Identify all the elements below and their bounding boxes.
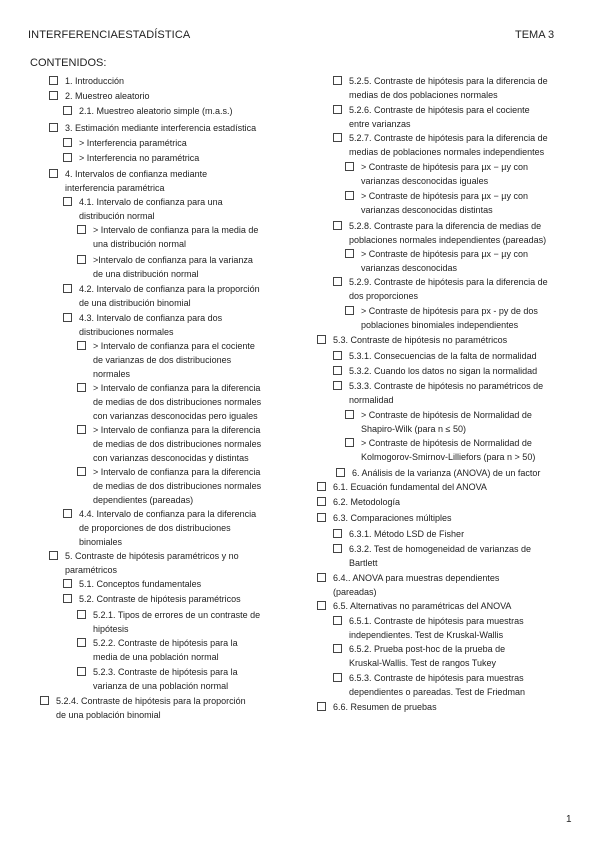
checkbox[interactable] <box>63 138 72 147</box>
toc-item-text: 6.3.1. Método LSD de Fisher <box>349 529 465 539</box>
toc-item-text: poblaciones binomiales independientes <box>361 320 519 331</box>
toc-item-text: > Interferencia no paramétrica <box>79 153 200 163</box>
toc-item <box>77 665 300 693</box>
checkbox[interactable] <box>63 106 72 115</box>
toc-item-text: de proporciones de dos distribuciones <box>79 523 231 534</box>
toc-item-text: varianzas desconocidas distintas <box>361 205 493 216</box>
checkbox[interactable] <box>77 467 86 476</box>
checkbox[interactable] <box>345 162 354 171</box>
checkbox[interactable] <box>63 284 72 293</box>
toc-item <box>77 465 300 508</box>
toc-item-text: 4.4. Intervalo de confianza para la diferencia <box>79 509 257 519</box>
toc-item <box>63 151 300 165</box>
toc-item-text: 5.2.9. Contraste de hipótesis para la diferencia de <box>349 277 548 287</box>
toc-item-text: 5.2.6. Contraste de hipótesis para el cociente <box>349 105 530 115</box>
toc-item <box>63 507 300 550</box>
toc-item <box>333 379 590 407</box>
contents-heading: CONTENIDOS: <box>30 57 107 69</box>
checkbox[interactable] <box>317 482 326 491</box>
toc-item-text: > Interferencia paramétrica <box>79 138 187 148</box>
toc-item-text: 6.3. Comparaciones múltiples <box>333 513 452 523</box>
toc-item <box>77 423 300 466</box>
toc-item-text: poblaciones normales independientes (pareadas) <box>349 235 547 246</box>
page-number: 1 <box>566 814 572 825</box>
toc-item-text: > Contraste de hipótesis para µx − µy con <box>361 191 528 201</box>
toc-item <box>40 694 300 722</box>
checkbox[interactable] <box>333 616 342 625</box>
toc-item <box>345 436 590 464</box>
toc-item <box>317 333 590 347</box>
toc-item-text: (pareadas) <box>333 587 377 598</box>
toc-item <box>333 275 590 303</box>
checkbox[interactable] <box>333 351 342 360</box>
toc-item-text: una distribución normal <box>93 239 187 250</box>
checkbox[interactable] <box>317 513 326 522</box>
checkbox[interactable] <box>333 133 342 142</box>
toc-item <box>345 247 590 275</box>
toc-item-text: medias de poblaciones normales independientes <box>349 147 545 158</box>
toc-item-text: > Contraste de hipótesis de Normalidad de <box>361 410 532 420</box>
toc-item <box>49 167 300 195</box>
toc-item-text: de una población binomial <box>56 710 161 721</box>
toc-item <box>63 282 300 310</box>
toc-item-text: 6.5.1. Contraste de hipótesis para muestras <box>349 616 524 626</box>
toc-item-text: varianzas desconocidas iguales <box>361 176 489 187</box>
toc-item-text: 4.1. Intervalo de confianza para una <box>79 197 223 207</box>
toc-item-text: 5.2.7. Contraste de hipótesis para la diferencia de <box>349 133 548 143</box>
toc-item <box>63 136 300 150</box>
checkbox[interactable] <box>49 123 58 132</box>
toc-item-text: 2. Muestreo aleatorio <box>65 91 150 101</box>
checkbox[interactable] <box>77 383 86 392</box>
toc-item-text: 5.2. Contraste de hipótesis paramétricos <box>79 594 241 604</box>
toc-item-text: 1. Introducción <box>65 76 125 86</box>
toc-item <box>333 74 590 102</box>
toc-item-text: dependientes o pareadas. Test de Friedman <box>349 687 525 698</box>
checkbox[interactable] <box>333 544 342 553</box>
toc-item-text: binomiales <box>79 537 123 548</box>
toc-item-text: 6.5.2. Prueba post-hoc de la prueba de <box>349 644 506 654</box>
checkbox[interactable] <box>40 696 49 705</box>
toc-item <box>77 636 300 664</box>
toc-item <box>49 121 300 135</box>
toc-item-text: 5. Contraste de hipótesis paramétricos y no <box>65 551 239 561</box>
checkbox[interactable] <box>317 702 326 711</box>
checkbox[interactable] <box>345 306 354 315</box>
toc-item <box>63 104 300 118</box>
toc-item-text: 2.1. Muestreo aleatorio simple (m.a.s.) <box>79 106 233 116</box>
toc-item-text: hipótesis <box>93 624 129 635</box>
checkbox[interactable] <box>63 197 72 206</box>
toc-item-text: de una distribución normal <box>93 269 199 280</box>
toc-item-text: medias de dos poblaciones normales <box>349 90 498 101</box>
toc-item-text: 5.2.5. Contraste de hipótesis para la diferencia de <box>349 76 548 86</box>
toc-item-text: 5.1. Conceptos fundamentales <box>79 579 202 589</box>
toc-item-text: distribuciones normales <box>79 327 174 338</box>
checkbox[interactable] <box>63 509 72 518</box>
checkbox[interactable] <box>77 667 86 676</box>
toc-item <box>333 542 590 570</box>
checkbox[interactable] <box>49 76 58 85</box>
toc-item <box>63 592 300 606</box>
toc-item <box>333 349 590 363</box>
checkbox[interactable] <box>63 594 72 603</box>
toc-item-text: >Intervalo de confianza para la varianza <box>93 255 253 265</box>
toc-item-text: 5.3.2. Cuando los datos no sigan la normalidad <box>349 366 538 376</box>
toc-item-text: > Intervalo de confianza para el cociente <box>93 341 255 351</box>
toc-item <box>49 89 300 103</box>
checkbox[interactable] <box>63 313 72 322</box>
checkbox[interactable] <box>49 551 58 560</box>
toc-item <box>317 511 590 525</box>
toc-item <box>336 466 590 480</box>
toc-item-text: 6. Análisis de la varianza (ANOVA) de un factor <box>352 468 541 478</box>
toc-item-text: Shapiro-Wilk (para n ≤ 50) <box>361 424 466 435</box>
checkbox[interactable] <box>336 468 345 477</box>
toc-item-text: media de una población normal <box>93 652 219 663</box>
toc-item-text: paramétricos <box>65 565 118 576</box>
toc-item-text: 5.3.1. Consecuencias de la falta de normalidad <box>349 351 537 361</box>
toc-item-text: varianzas desconocidas <box>361 263 458 274</box>
toc-item <box>49 74 300 88</box>
toc-item-text: entre varianzas <box>349 119 411 130</box>
toc-item-text: dependientes (pareadas) <box>93 495 194 506</box>
toc-item-text: > Contraste de hipótesis para µx − µy con <box>361 162 528 172</box>
checkbox[interactable] <box>77 341 86 350</box>
toc-item-text: Bartlett <box>349 558 378 569</box>
toc-item <box>49 549 300 577</box>
toc-item-text: con varianzas desconocidas y distintas <box>93 453 249 464</box>
toc-item-text: con varianzas desconocidas pero iguales <box>93 411 258 422</box>
toc-item-text: > Contraste de hipótesis para px - py de dos <box>361 306 538 316</box>
checkbox[interactable] <box>49 169 58 178</box>
toc-item-text: normalidad <box>349 395 394 406</box>
toc-item <box>317 599 590 613</box>
toc-item-text: 5.2.2. Contraste de hipótesis para la <box>93 638 238 648</box>
checkbox[interactable] <box>77 425 86 434</box>
toc-item <box>63 311 300 339</box>
checkbox[interactable] <box>333 76 342 85</box>
toc-item-text: 5.2.4. Contraste de hipótesis para la proporción <box>56 696 246 706</box>
toc-item <box>333 219 590 247</box>
document-title: INTERFERENCIAESTADÍSTICA <box>28 29 191 41</box>
toc-item-text: de una distribución binomial <box>79 298 191 309</box>
toc-item-text: > Intervalo de confianza para la diferencia <box>93 383 261 393</box>
checkbox[interactable] <box>49 91 58 100</box>
toc-item <box>317 495 590 509</box>
toc-item-text: de medias de dos distribuciones normales <box>93 481 262 492</box>
toc-item-text: > Intervalo de confianza para la diferencia <box>93 425 261 435</box>
toc-item <box>317 571 590 599</box>
toc-item-text: 5.2.1. Tipos de errores de un contraste de <box>93 610 261 620</box>
toc-item-text: 6.1. Ecuación fundamental del ANOVA <box>333 482 487 492</box>
checkbox[interactable] <box>333 381 342 390</box>
checkbox[interactable] <box>77 638 86 647</box>
toc-item-text: 6.2. Metodología <box>333 497 401 507</box>
toc-item-text: interferencia paramétrica <box>65 183 165 194</box>
toc-item-text: distribución normal <box>79 211 155 222</box>
toc-item-text: Kolmogorov-Smirnov-Lilliefors (para n > 50) <box>361 452 536 463</box>
toc-item-text: 6.6. Resumen de pruebas <box>333 702 437 712</box>
checkbox[interactable] <box>77 610 86 619</box>
toc-item-text: dos proporciones <box>349 291 419 302</box>
toc-item <box>345 304 590 332</box>
checkbox[interactable] <box>345 438 354 447</box>
toc-item <box>317 700 590 714</box>
toc-item-text: > Intervalo de confianza para la media de <box>93 225 259 235</box>
toc-item-text: 4. Intervalos de confianza mediante <box>65 169 208 179</box>
toc-item-text: 6.5.3. Contraste de hipótesis para muestras <box>349 673 524 683</box>
checkbox[interactable] <box>333 221 342 230</box>
checkbox[interactable] <box>345 249 354 258</box>
toc-item-text: 4.3. Intervalo de confianza para dos <box>79 313 223 323</box>
toc-item-text: 6.4.. ANOVA para muestras dependientes <box>333 573 500 583</box>
checkbox[interactable] <box>333 105 342 114</box>
toc-item-text: 3. Estimación mediante interferencia estadística <box>65 123 257 133</box>
checkbox[interactable] <box>77 225 86 234</box>
checkbox[interactable] <box>317 335 326 344</box>
checkbox[interactable] <box>63 579 72 588</box>
toc-item <box>77 339 300 382</box>
toc-item-text: de varianzas de dos distribuciones <box>93 355 232 366</box>
checkbox[interactable] <box>317 497 326 506</box>
toc-item-text: 6.3.2. Test de homogeneidad de varianzas de <box>349 544 531 554</box>
toc-item-text: independientes. Test de Kruskal-Wallis <box>349 630 504 641</box>
toc-item <box>77 381 300 424</box>
toc-item-text: 5.2.3. Contraste de hipótesis para la <box>93 667 238 677</box>
checkbox[interactable] <box>333 277 342 286</box>
toc-item <box>345 189 590 217</box>
checkbox[interactable] <box>345 410 354 419</box>
toc-item-text: 4.2. Intervalo de confianza para la proporción <box>79 284 260 294</box>
toc-item <box>333 527 590 541</box>
toc-item-text: normales <box>93 369 131 380</box>
toc-item-text: 5.3. Contraste de hipótesis no paramétricos <box>333 335 508 345</box>
toc-item-text: 5.2.8. Contraste para la diferencia de medias de <box>349 221 542 231</box>
toc-item <box>333 131 590 159</box>
toc-item <box>333 103 590 131</box>
toc-item <box>345 160 590 188</box>
toc-item <box>77 253 300 281</box>
toc-item-text: > Intervalo de confianza para la diferencia <box>93 467 261 477</box>
toc-item <box>333 614 590 642</box>
toc-item <box>317 480 590 494</box>
toc-item <box>77 223 300 251</box>
toc-item-text: 5.3.3. Contraste de hipótesis no paramétricos de <box>349 381 544 391</box>
toc-item-text: varianza de una población normal <box>93 681 229 692</box>
checkbox[interactable] <box>317 601 326 610</box>
checkbox[interactable] <box>345 191 354 200</box>
toc-item-text: 6.5. Alternativas no paramétricas del ANOVA <box>333 601 512 611</box>
checkbox[interactable] <box>63 153 72 162</box>
toc-item-text: > Contraste de hipótesis de Normalidad de <box>361 438 532 448</box>
checkbox[interactable] <box>333 529 342 538</box>
toc-item <box>333 671 590 699</box>
checkbox[interactable] <box>333 673 342 682</box>
toc-item-text: Kruskal-Wallis. Test de rangos Tukey <box>349 658 497 669</box>
toc-item <box>333 642 590 670</box>
checkbox[interactable] <box>77 255 86 264</box>
toc-item-text: de medias de dos distribuciones normales <box>93 439 262 450</box>
checkbox[interactable] <box>333 644 342 653</box>
checkbox[interactable] <box>317 573 326 582</box>
toc-item <box>63 577 300 591</box>
toc-item <box>333 364 590 378</box>
toc-item <box>77 608 300 636</box>
checkbox[interactable] <box>333 366 342 375</box>
topic-label: TEMA 3 <box>515 29 555 41</box>
toc-item <box>63 195 300 223</box>
toc-item-text: de medias de dos distribuciones normales <box>93 397 262 408</box>
toc-item <box>345 408 590 436</box>
toc-item-text: > Contraste de hipótesis para µx − µy con <box>361 249 528 259</box>
